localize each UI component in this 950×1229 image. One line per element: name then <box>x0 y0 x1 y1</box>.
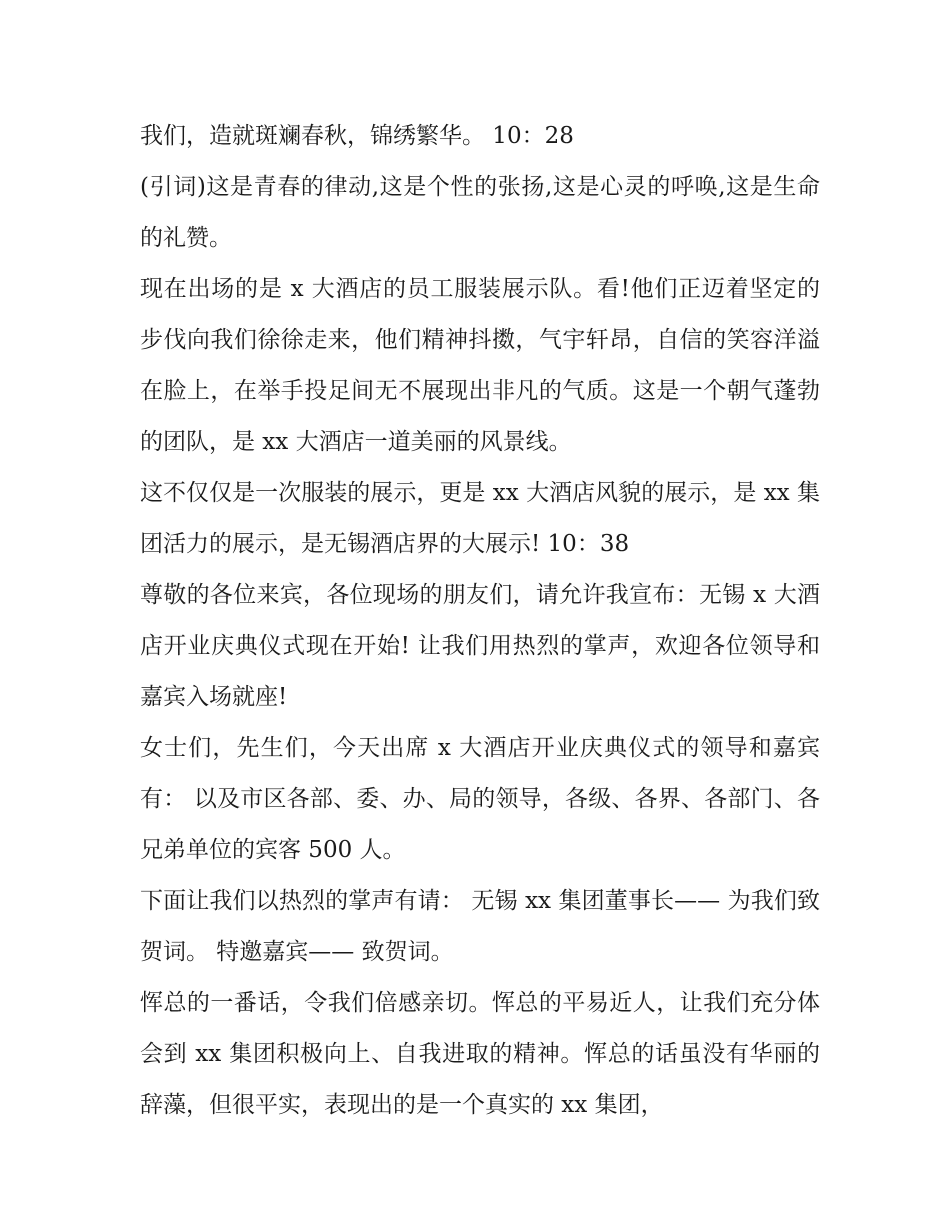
paragraph-staff-showcase: 现在出场的是 x 大酒店的员工服装展示队。看!他们正迈着坚定的步伐向我们徐徐走来，他们精神抖擞，气宇轩昂，自信的笑容洋溢在脸上，在举手投足间无不展现出非凡的气质。这是一个朝气蓬勃的团队，是 xx 大酒店一道美丽的风景线。 <box>140 276 820 455</box>
paragraph-closing-line: 我们，造就斑斓春秋，锦绣繁华。 10：28 <box>140 123 574 149</box>
paragraph-ceremony-opening: 尊敬的各位来宾，各位现场的朋友们，请允许我宣布：无锡 x 大酒店开业庆典仪式现在开始! 让我们用热烈的掌声，欢迎各位领导和嘉宾入场就座! <box>140 582 820 710</box>
paragraph-speech-response: 恽总的一番话，令我们倍感亲切。恽总的平易近人，让我们充分体会到 xx 集团积极向上、自我进取的精神。恽总的话虽没有华丽的辞藻，但很平实，表现出的是一个真实的 xx 集团， <box>140 990 820 1118</box>
document-body <box>140 111 820 1131</box>
paragraph-intro-quote: (引词)这是青春的律动,这是个性的张扬,这是心灵的呼唤,这是生命的礼赞。 <box>140 174 820 251</box>
paragraph-speech-invitation: 下面让我们以热烈的掌声有请： 无锡 xx 集团董事长—— 为我们致贺词。 特邀嘉宾—— 致贺词。 <box>140 888 820 965</box>
paragraph-guest-introduction: 女士们，先生们，今天出席 x 大酒店开业庆典仪式的领导和嘉宾有： 以及市区各部、委、办、局的领导，各级、各界、各部门、各兄弟单位的宾客 500 人。 <box>140 735 820 863</box>
paragraph-showcase-summary: 这不仅仅是一次服装的展示，更是 xx 大酒店风貌的展示，是 xx 集团活力的展示，是无锡酒店界的大展示! 10：38 <box>140 480 820 557</box>
